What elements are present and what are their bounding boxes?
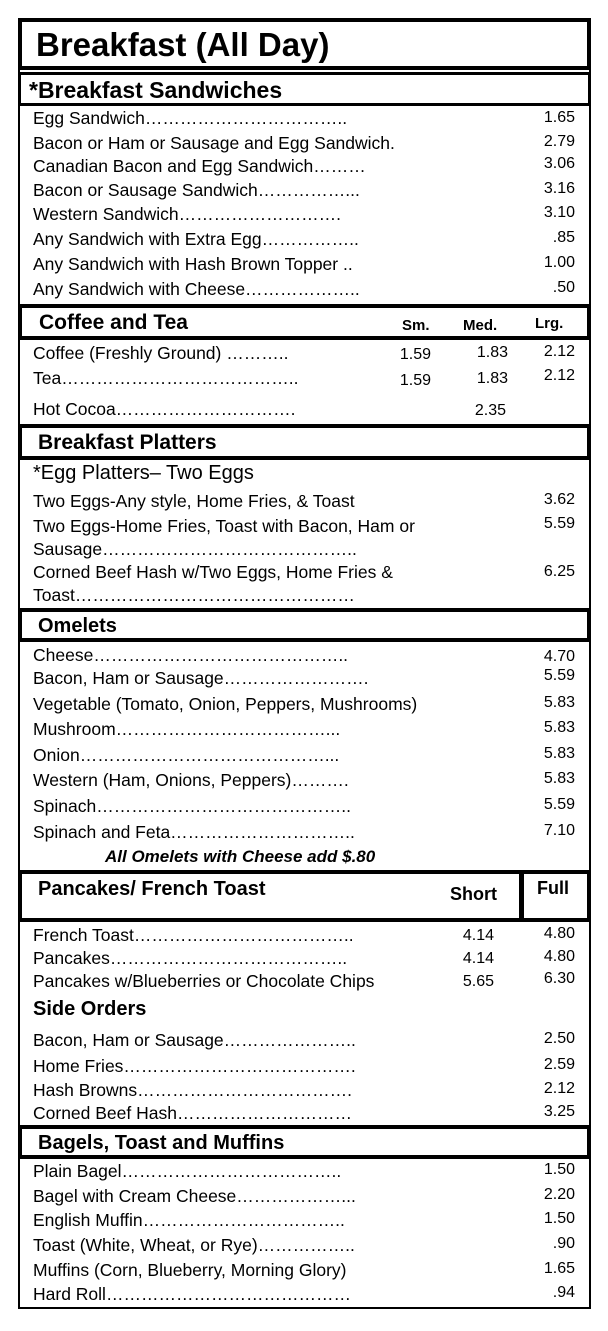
price-small: 1.59 (399, 372, 431, 389)
menu-item-name: Egg Sandwich…………………………….. (33, 108, 348, 128)
price-short: 5.65 (462, 973, 494, 990)
section-title: Breakfast Platters (38, 431, 217, 454)
price-short: 4.14 (462, 927, 494, 944)
menu-item-name: Bacon, Ham or Sausage………………….. (33, 1030, 356, 1050)
menu-item-name: Plain Bagel……………………………….. (33, 1161, 342, 1181)
price-full: 4.80 (543, 925, 575, 942)
menu-item-price: 2.50 (543, 1030, 575, 1047)
menu-item-name: Bacon or Ham or Sausage and Egg Sandwich. (33, 133, 395, 153)
section-header-pancakes-full (520, 870, 591, 922)
menu-item-price: 5.83 (543, 694, 575, 711)
menu-item-name: Hash Browns………………………………. (33, 1080, 352, 1100)
menu-item-price: 3.06 (543, 155, 575, 172)
menu-item-price: 2.79 (543, 133, 575, 150)
menu-item-price: 6.25 (543, 563, 575, 580)
menu-item-price: 1.50 (543, 1161, 575, 1178)
omelet-cheese-note: All Omelets with Cheese add $.80 (105, 847, 376, 866)
menu-item-name: Western (Ham, Onions, Peppers)………. (33, 770, 349, 790)
platter-subheader: *Egg Platters– Two Eggs (33, 462, 254, 484)
price-large: 2.12 (543, 343, 575, 360)
menu-item-price: 1.65 (543, 109, 575, 126)
menu-item-name: Home Fries…………………………………. (33, 1056, 356, 1076)
menu-item-name: Pancakes………………………………….. (33, 948, 348, 968)
price-short: 4.14 (462, 950, 494, 967)
menu-item-price: 1.50 (543, 1210, 575, 1227)
section-title: Pancakes/ French Toast (38, 878, 266, 900)
menu-item-price: 3.25 (543, 1103, 575, 1120)
column-header-full: Full (537, 878, 569, 898)
price-full: 4.80 (543, 948, 575, 965)
menu-item-name: Spinach…………………………………….. (33, 796, 351, 816)
section-title: *Breakfast Sandwiches (29, 77, 283, 103)
menu-item-price: 2.12 (543, 1080, 575, 1097)
side-orders-title: Side Orders (33, 998, 147, 1020)
menu-item-name-cont: Toast………………………………………… (33, 585, 355, 605)
menu-item-name: Cheese…………………………………….. (33, 645, 349, 665)
menu-title: Breakfast (All Day) (36, 26, 330, 63)
menu-item-price: .50 (552, 279, 575, 296)
price-medium: 1.83 (476, 344, 508, 361)
menu-item-price: 5.59 (543, 667, 575, 684)
menu-item-price: 5.59 (543, 515, 575, 532)
section-title: Omelets (38, 615, 117, 637)
menu-item-name: Vegetable (Tomato, Onion, Peppers, Mushrooms) (33, 694, 418, 714)
menu-title-box (18, 18, 591, 70)
menu-item-price: 5.83 (543, 745, 575, 762)
menu-item-name: Canadian Bacon and Egg Sandwich……… (33, 156, 366, 176)
menu-item-name: Hard Roll…………………………………… (33, 1284, 351, 1304)
menu-item-name: Tea………………………………….. (33, 368, 299, 388)
menu-item-price: 5.83 (543, 770, 575, 787)
menu-item-price: 4.70 (543, 648, 575, 665)
menu-item-name: Bagel with Cream Cheese………………... (33, 1186, 356, 1206)
menu-item-price: 5.83 (543, 719, 575, 736)
price-full: 6.30 (543, 970, 575, 987)
menu-item-name: Onion……………………………………... (33, 745, 340, 765)
column-header-medium: Med. (463, 317, 498, 334)
menu-item-name: Bacon or Sausage Sandwich……………... (33, 180, 360, 200)
menu-item-name: English Muffin…………………………….. (33, 1210, 345, 1230)
menu-item-price: 1.00 (543, 254, 575, 271)
menu-item-name-cont: Sausage…………………………………….. (33, 539, 357, 559)
menu-item-name: Toast (White, Wheat, or Rye)…………….. (33, 1235, 355, 1255)
menu-item-name: French Toast……………………………….. (33, 925, 354, 945)
menu-item-price: .94 (552, 1284, 575, 1301)
menu-item-price: 1.65 (543, 1260, 575, 1277)
menu-item-name: Two Eggs-Home Fries, Toast with Bacon, Ham or (33, 516, 415, 536)
section-header-platters (18, 424, 591, 460)
menu-item-price: .85 (552, 229, 575, 246)
menu-item-name: Western Sandwich………………………. (33, 204, 341, 224)
menu-item-price: 3.62 (543, 491, 575, 508)
menu-item-name: Any Sandwich with Cheese……………….. (33, 279, 360, 299)
menu-item-name: Spinach and Feta………………………….. (33, 822, 355, 842)
menu-item-price: .90 (552, 1235, 575, 1252)
menu-item-name: Any Sandwich with Extra Egg…………….. (33, 229, 359, 249)
price-small: 1.59 (399, 346, 431, 363)
menu-item-name: Coffee (Freshly Ground) ……….. (33, 343, 289, 363)
section-title: Bagels, Toast and Muffins (38, 1132, 285, 1154)
menu-item-name: Bacon, Ham or Sausage……………………. (33, 668, 369, 688)
menu-item-name: Corned Beef Hash w/Two Eggs, Home Fries & (33, 562, 393, 582)
section-title: Coffee and Tea (39, 311, 188, 334)
menu-item-name: Muffins (Corn, Blueberry, Morning Glory) (33, 1260, 347, 1280)
price-medium: 1.83 (476, 370, 508, 387)
menu-item-price: 7.10 (543, 822, 575, 839)
price-large: 2.12 (543, 367, 575, 384)
column-header-large: Lrg. (535, 315, 564, 332)
menu-item-price: 3.16 (543, 180, 575, 197)
menu-item-name: Mushroom………………………………... (33, 719, 341, 739)
menu-item-price: 5.59 (543, 796, 575, 813)
menu-item-name: Hot Cocoa…………………………. (33, 399, 296, 419)
menu-item-name: Corned Beef Hash………………………… (33, 1103, 352, 1123)
menu-item-price: 3.10 (543, 204, 575, 221)
menu-item-name: Two Eggs-Any style, Home Fries, & Toast (33, 491, 355, 511)
price-medium: 2.35 (474, 402, 506, 419)
section-header-omelets (18, 608, 591, 642)
section-header-sandwiches (18, 72, 591, 106)
menu-item-price: 2.59 (543, 1056, 575, 1073)
menu-item-name: Pancakes w/Blueberries or Chocolate Chips (33, 971, 375, 991)
menu-item-name: Any Sandwich with Hash Brown Topper .. (33, 254, 353, 274)
section-header-coffee (18, 304, 591, 340)
column-header-small: Sm. (402, 317, 430, 334)
section-header-bagels (18, 1125, 591, 1159)
menu-item-price: 2.20 (543, 1186, 575, 1203)
column-header-short: Short (450, 884, 497, 904)
section-header-pancakes (18, 870, 523, 922)
